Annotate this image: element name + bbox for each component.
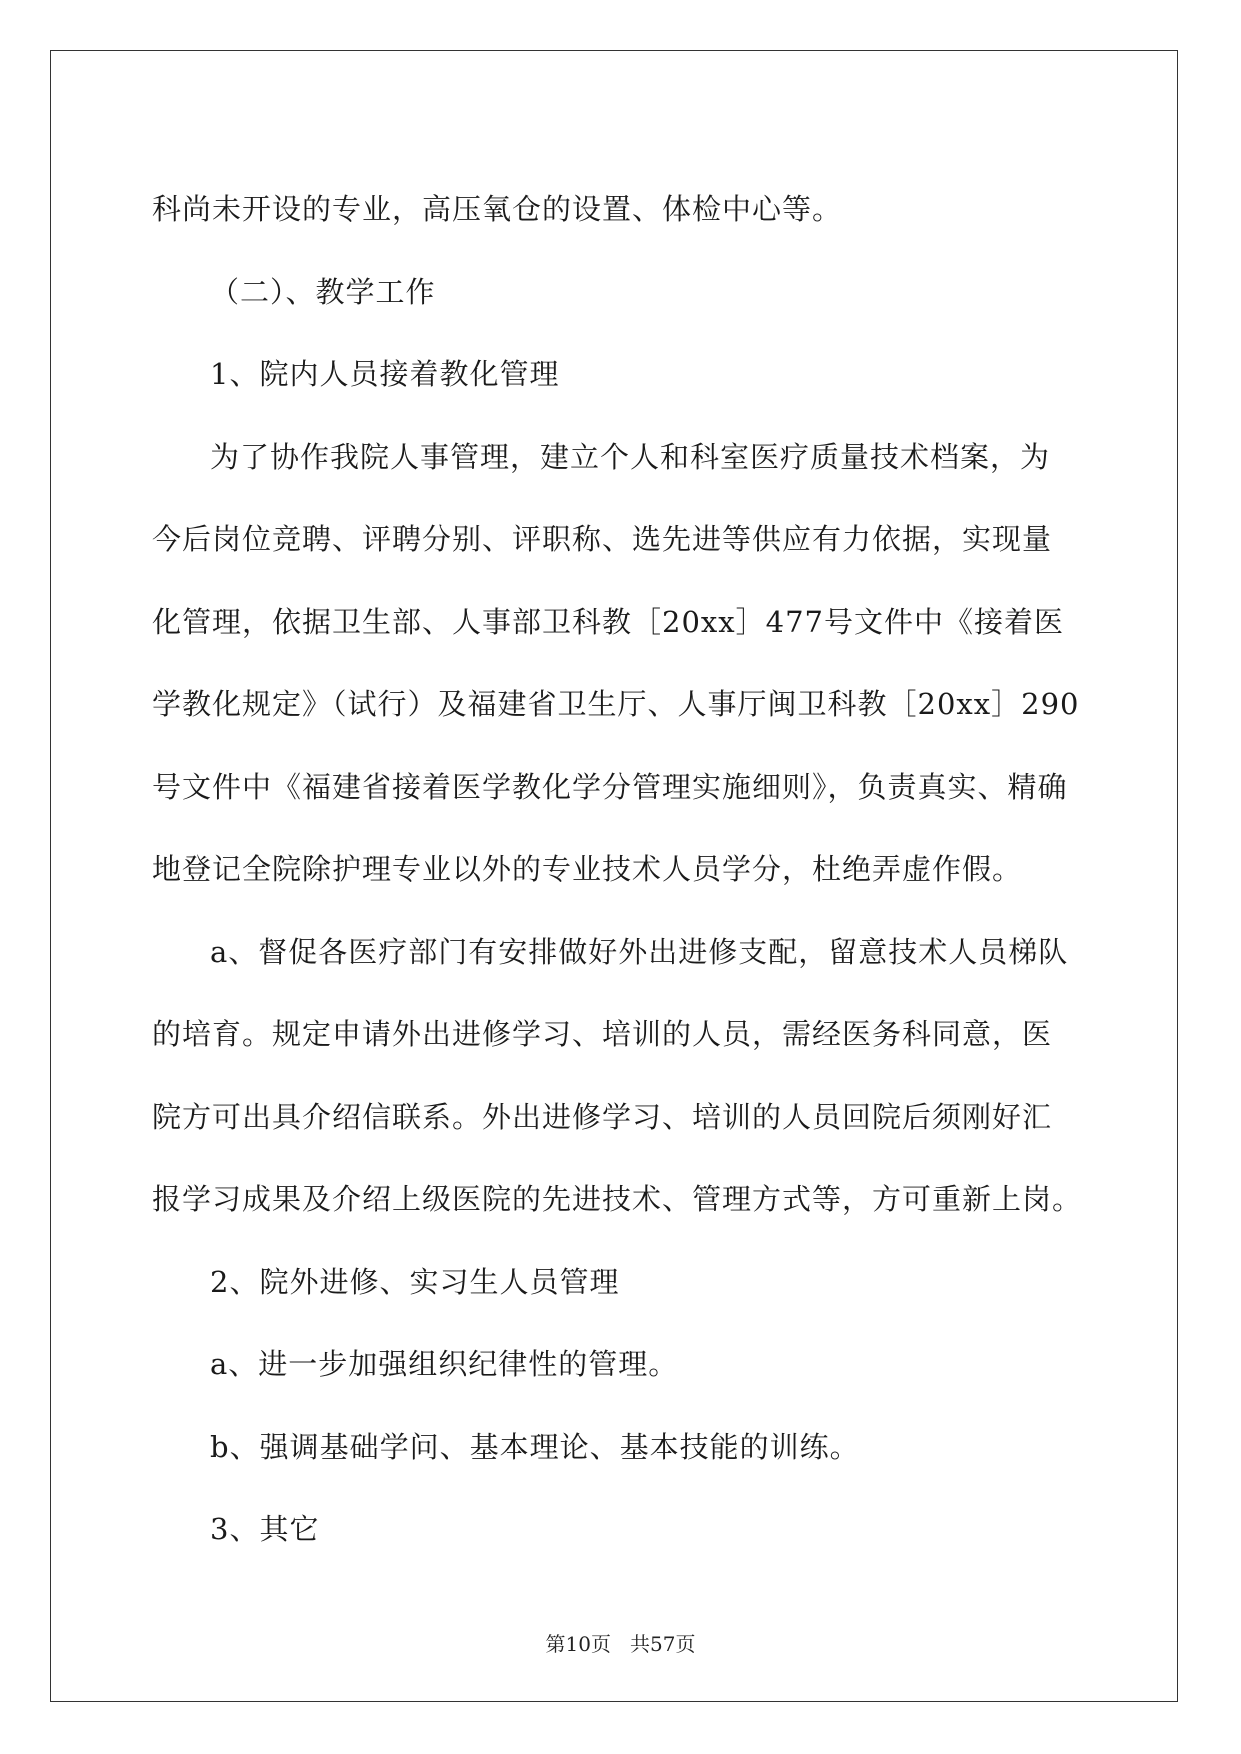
text-line: a、进一步加强组织纪律性的管理。 — [210, 1347, 679, 1381]
text-line: 的培育。规定申请外出进修学习、培训的人员，需经医务科同意，医 — [152, 1017, 1053, 1051]
text-line: 为了协作我院人事管理，建立个人和科室医疗质量技术档案，为 — [210, 439, 1051, 474]
text-line: 院方可出具介绍信联系。外出进修学习、培训的人员回院后须刚好汇 — [152, 1099, 1053, 1134]
paragraph — [152, 168, 1088, 251]
text-line: 科尚未开设的专业，高压氧仓的设置、体检中心等。 — [152, 192, 843, 226]
list-item — [152, 1406, 1088, 1489]
page-label-suffix: 页 — [590, 1632, 611, 1656]
text-line: 化管理，依据卫生部、人事部卫科教［20xx］477号文件中《接着医 — [152, 604, 1064, 639]
page-label-prefix: 第 — [545, 1632, 566, 1656]
current-page-number: 10 — [565, 1632, 591, 1656]
section-heading — [152, 251, 1088, 334]
list-item — [152, 1323, 1088, 1406]
subsection-heading — [152, 1488, 1088, 1571]
paragraph — [152, 911, 1088, 1241]
text-line: a、督促各医疗部门有安排做好外出进修支配，留意技术人员梯队 — [210, 934, 1069, 969]
total-pages-number: 57 — [650, 1632, 676, 1656]
paragraph — [152, 416, 1088, 911]
total-label-suffix: 页 — [675, 1632, 696, 1656]
text-line: 2、院外进修、实习生人员管理 — [210, 1264, 620, 1299]
document-body — [152, 168, 1088, 1571]
text-line: 号文件中《福建省接着医学教化学分管理实施细则》，负责真实、精确 — [152, 769, 1068, 804]
text-line: 1、院内人员接着教化管理 — [210, 357, 560, 391]
total-label-prefix: 共 — [630, 1632, 651, 1656]
text-line: 报学习成果及介绍上级医院的先进技术、管理方式等，方可重新上岗。 — [152, 1182, 1083, 1216]
subsection-heading — [152, 333, 1088, 416]
text-line: b、强调基础学问、基本理论、基本技能的训练。 — [210, 1429, 860, 1464]
text-line: 学教化规定》（试行）及福建省卫生厅、人事厅闽卫科教［20xx］290 — [152, 687, 1080, 721]
text-line: 地登记全院除护理专业以外的专业技术人员学分，杜绝弄虚作假。 — [152, 852, 1023, 886]
subsection-heading — [152, 1241, 1088, 1324]
text-line: 今后岗位竞聘、评聘分别、评职称、选先进等供应有力依据，实现量 — [152, 522, 1053, 556]
text-line: 3、其它 — [210, 1512, 320, 1546]
text-line: （二）、教学工作 — [210, 274, 436, 309]
page-footer — [0, 1632, 1241, 1656]
